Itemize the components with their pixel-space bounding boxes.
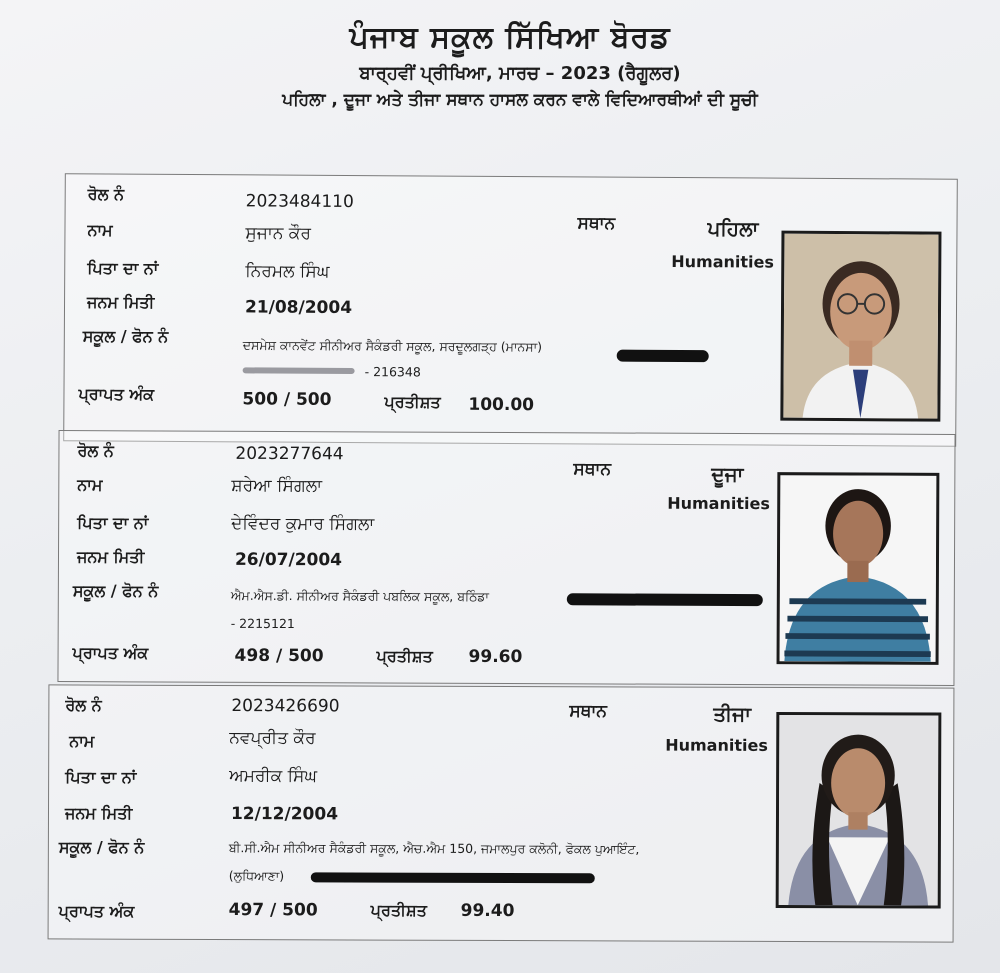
school-phone-label: ਸਕੂਲ / ਫੋਨ ਨੰ [58,837,145,857]
name-value: ਸੁਜਾਨ ਕੌਰ [245,223,311,244]
student-photo-graphic [783,234,938,419]
percentage-label: ਪ੍ਰਤੀਸ਼ਤ [370,900,427,920]
dob-value: 12/12/2004 [230,804,339,825]
name-label: ਨਾਮ [69,731,95,751]
roll-no-label: ਰੋਲ ਨੰ [87,184,125,204]
school-phone-label: ਸਕੂਲ / ਫੋਨ ਨੰ [82,326,169,346]
student-photo-graphic [780,475,937,662]
father-name-value: ਦੇਵਿੰਦਰ ਕੁਮਾਰ ਸਿੰਗਲਾ [231,513,375,535]
roll-no-value: 2023277644 [235,443,344,465]
percentage-value: 100.00 [468,394,535,416]
school-value: ਬੀ.ਸੀ.ਐਮ ਸੀਨੀਅਰ ਸੈਕੰਡਰੀ ਸਕੂਲ, ਐਚ.ਐਮ 150, ਜਮਾਲਪੁਰ ਕਲੋਨੀ, ਫੋਕਲ ਪੁਆਇੰਟ, [228,840,640,857]
name-label: ਨਾਮ [87,220,113,240]
student-card-3 [48,684,955,942]
percentage-value: 99.40 [460,900,515,922]
redaction-bar [617,350,709,363]
list-description: ਪਹਿਲਾ , ਦੂਜਾ ਅਤੇ ਤੀਜਾ ਸਥਾਨ ਹਾਸਲ ਕਰਨ ਵਾਲੇ ਵਿਦਿਆਰਥੀਆਂ ਦੀ ਸੂਚੀ [282,90,758,110]
rank-label: ਸਥਾਨ [577,213,616,234]
student-photo [777,472,940,665]
stream-value: Humanities [671,251,774,272]
redaction-bar [243,367,355,374]
phone-value: - 2215121 [230,615,295,632]
roll-no-label: ਰੋਲ ਨੰ [77,441,114,461]
student-photo [776,712,942,909]
board-title: ਪੰਜਾਬ ਸਕੂਲ ਸਿੱਖਿਆ ਬੋਰਡ [349,20,671,55]
roll-no-label: ਰੋਲ ਨੰ [65,695,102,715]
dob-value: 21/08/2004 [244,297,353,319]
percentage-label: ਪ੍ਰਤੀਸ਼ਤ [384,392,441,412]
school-phone-label: ਸਕੂਲ / ਫੋਨ ਨੰ [72,581,159,601]
student-photo-graphic [779,715,939,906]
name-value: ਸ਼ਰੇਆ ਸਿੰਗਲਾ [231,475,323,497]
rank-value: ਤੀਜਾ [713,701,752,726]
rank-value: ਪਹਿਲਾ [707,216,759,241]
roll-no-value: 2023426690 [231,696,340,717]
dob-value: 26/07/2004 [234,549,343,571]
stream-value: Humanities [665,735,768,755]
student-photo [780,231,941,422]
phone-value: (ਲੁਧਿਆਣਾ) [228,868,285,884]
exam-title: ਬਾਰ੍ਹਵੀਂ ਪ੍ਰੀਖਿਆ, ਮਾਰਚ – 2023 (ਰੈਗੂਲਰ) [359,63,681,84]
rank-value: ਦੂਜਾ [711,461,744,487]
student-card-1 [63,173,958,446]
rank-label: ਸਥਾਨ [573,459,612,480]
father-name-label: ਪਿਤਾ ਦਾ ਨਾਂ [77,513,149,533]
name-label: ਨਾਮ [77,475,103,495]
dob-label: ਜਨਮ ਮਿਤੀ [64,803,133,823]
marks-label: ਪ੍ਰਾਪਤ ਅੰਕ [78,384,155,404]
dob-label: ਜਨਮ ਮਿਤੀ [86,292,155,312]
marks-label: ਪ੍ਰਾਪਤ ਅੰਕ [72,643,149,663]
document-header [0,20,1000,110]
percentage-label: ਪ੍ਰਤੀਸ਼ਤ [376,646,433,666]
father-name-value: ਨਿਰਮਲ ਸਿੰਘ [245,261,330,282]
phone-value: - 216348 [364,364,421,380]
stream-value: Humanities [667,493,770,514]
name-value: ਨਵਪ੍ਰੀਤ ਕੌਰ [229,728,316,749]
roll-no-value: 2023484110 [245,191,354,213]
student-card-2 [57,430,955,686]
rank-label: ਸਥਾਨ [569,701,607,722]
marks-label: ਪ੍ਰਾਪਤ ਅੰਕ [58,901,135,921]
redaction-bar [311,872,595,883]
marks-value: 500 / 500 [242,389,332,410]
school-value: ਦਸਮੇਸ਼ ਕਾਨਵੇਂਟ ਸੀਨੀਅਰ ਸੈਕੰਡਰੀ ਸਕੂਲ, ਸਰਦੂਲਗੜ੍ਹ (ਮਾਨਸਾ) [242,337,543,355]
father-name-value: ਅਮਰੀਕ ਸਿੰਘ [229,766,318,787]
marks-value: 498 / 500 [234,645,324,667]
marks-value: 497 / 500 [228,900,318,921]
percentage-value: 99.60 [468,646,523,668]
father-name-label: ਪਿਤਾ ਦਾ ਨਾਂ [87,258,159,278]
dob-label: ਜਨਮ ਮਿਤੀ [76,547,145,567]
father-name-label: ਪਿਤਾ ਦਾ ਨਾਂ [65,767,137,787]
redaction-bar [567,593,763,606]
school-value: ਐਮ.ਐਸ.ਡੀ. ਸੀਨੀਅਰ ਸੈਕੰਡਰੀ ਪਬਲਿਕ ਸਕੂਲ, ਬਠਿੰਡਾ [230,587,490,604]
